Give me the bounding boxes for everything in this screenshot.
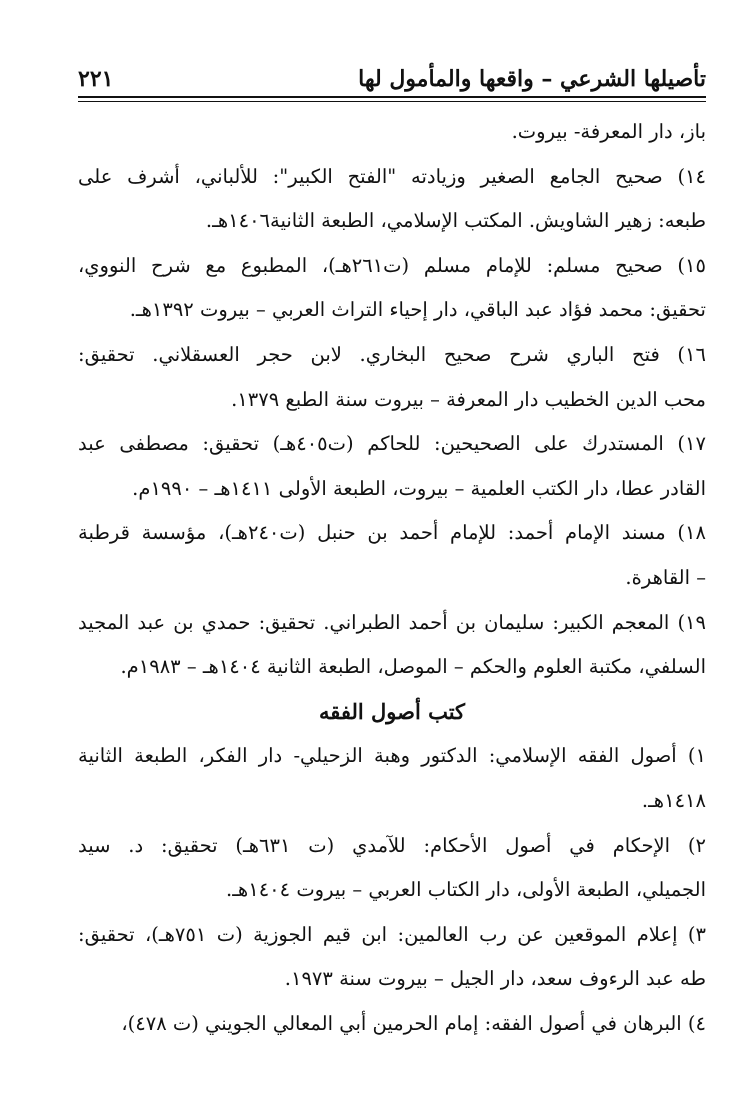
- header-rule-thin: [78, 101, 706, 102]
- ref-line: ٣) إعلام الموقعين عن رب العالمين: ابن قيم الجوزية (ت ٧٥١هـ)، تحقيق:: [78, 922, 706, 946]
- ref-line: طبعه: زهير الشاويش. المكتب الإسلامي، الطبعة الثانية١٤٠٦هـ.: [205, 209, 706, 233]
- ref-line: ١٤١٨هـ.: [641, 788, 706, 812]
- ref-line: ١٨) مسند الإمام أحمد: للإمام أحمد بن حنبل (ت٢٤٠هـ)، مؤسسة قرطبة: [78, 521, 706, 545]
- ref-line: الجميلي، الطبعة الأولى، دار الكتاب العربي – بيروت ١٤٠٤هـ.: [226, 878, 706, 902]
- running-header: [78, 60, 706, 92]
- ref-line: تحقيق: محمد فؤاد عبد الباقي، دار إحياء التراث العربي – بيروت ١٣٩٢هـ.: [129, 298, 706, 322]
- section-heading: كتب أصول الفقه: [318, 698, 466, 724]
- ref-line: ١٤) صحيح الجامع الصغير وزيادته "الفتح الكبير": للألباني، أشرف على: [78, 164, 706, 188]
- ref-line: ١٥) صحيح مسلم: للإمام مسلم (ت٢٦١هـ)، المطبوع مع شرح النووي،: [78, 253, 706, 277]
- header-rule-thick: [78, 96, 706, 98]
- ref-line: ١٦) فتح الباري شرح صحيح البخاري. لابن حجر العسقلاني. تحقيق:: [78, 342, 706, 366]
- references-body: [78, 110, 706, 1046]
- ref-line: باز، دار المعرفة- بيروت.: [511, 120, 706, 143]
- ref-line: محب الدين الخطيب دار المعرفة – بيروت سنة الطبع ١٣٧٩.: [231, 387, 706, 411]
- page-number: ٢٢١: [78, 66, 114, 92]
- ref-line: ١) أصول الفقه الإسلامي: الدكتور وهبة الزحيلي- دار الفكر، الطبعة الثانية: [78, 744, 706, 768]
- ref-line: ١٧) المستدرك على الصحيحين: للحاكم (ت٤٠٥هـ) تحقيق: مصطفى عبد: [78, 432, 706, 456]
- ref-line: السلفي، مكتبة العلوم والحكم – الموصل، الطبعة الثانية ١٤٠٤هـ – ١٩٨٣م.: [120, 655, 706, 679]
- ref-line: ٤) البرهان في أصول الفقه: إمام الحرمين أبي المعالي الجويني (ت ٤٧٨)،: [121, 1011, 706, 1035]
- ref-line: ١٩) المعجم الكبير: سليمان بن أحمد الطبراني. تحقيق: حمدي بن عبد المجيد: [78, 610, 706, 634]
- ref-line: ٢) الإحكام في أصول الأحكام: للآمدي (ت ٦٣١هـ) تحقيق: د. سيد: [78, 833, 706, 857]
- ref-line: القادر عطا، دار الكتب العلمية – بيروت، الطبعة الأولى ١٤١١هـ – ١٩٩٠م.: [132, 476, 706, 500]
- header-title: تأصيلها الشرعي – واقعها والمأمول لها: [358, 66, 706, 92]
- ref-line: – القاهرة.: [625, 565, 706, 589]
- ref-line: طه عبد الرءوف سعد، دار الجيل – بيروت سنة ١٩٧٣.: [284, 967, 706, 991]
